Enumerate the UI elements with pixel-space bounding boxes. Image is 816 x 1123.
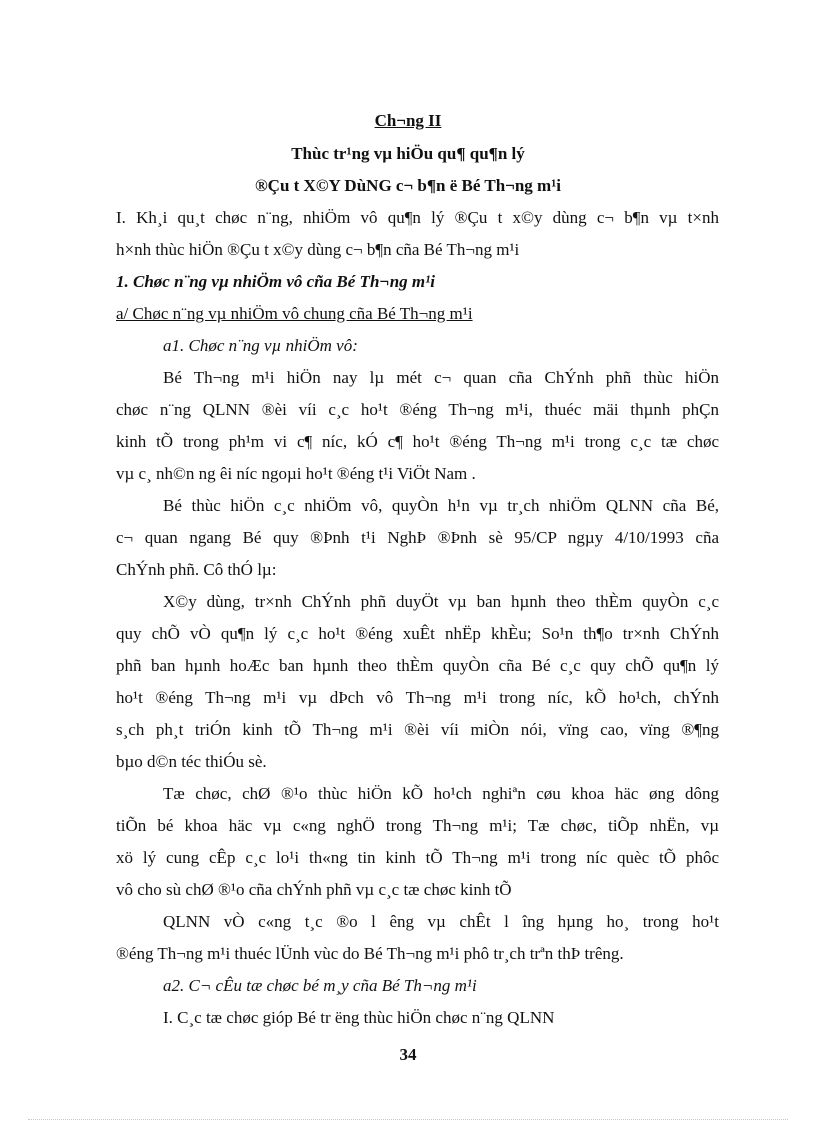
heading-1: 1. Chøc n¨ng vµ nhiÖm vô cña Bé Th¬ng m¹i — [116, 272, 435, 291]
list-item: I. C¸c tæ chøc gióp Bé tr ëng thùc hiÖn chøc n¨ng QLNN — [163, 1008, 555, 1027]
paragraph-line: vô cho sù chØ ®¹o cña chÝnh phñ vµ c¸c tæ chøc kinh tÕ — [116, 880, 512, 899]
paragraph-line: bµo d©n téc thiÓu sè. — [116, 752, 267, 771]
paragraph-line: QLNN vÒ c«ng t¸c ®o l êng vµ chÊt l îng hµng ho¸ trong ho¹t — [163, 912, 719, 931]
heading-a: a/ Chøc n¨ng vµ nhiÖm vô chung cña Bé Th¬ng m¹i — [116, 304, 473, 323]
paragraph-line: X©y dùng, tr×nh ChÝnh phñ duyÖt vµ ban hµnh theo thÈm quyÒn c¸c — [163, 592, 719, 611]
paragraph-line: ChÝnh phñ. Cô thÓ lµ: — [116, 560, 277, 579]
paragraph-line: xö lý cung cÊp c¸c lo¹i th«ng tin kinh tÕ Th¬ng m¹i trong níc quèc tÕ phôc — [116, 848, 719, 867]
heading-a2: a2. C¬ cÊu tæ chøc bé m¸y cña Bé Th¬ng m¹i — [163, 976, 477, 995]
chapter-heading: Ch¬ng II — [374, 111, 442, 130]
paragraph-line: Tæ chøc, chØ ®¹o thùc hiÖn kÕ ho¹ch nghiªn cøu khoa häc øng dông — [163, 784, 719, 803]
paragraph-line: s¸ch ph¸t triÓn kinh tÕ Th¬ng m¹i ®èi víi miÒn nói, vïng cao, vïng ®¶ng — [116, 720, 719, 739]
section-i-line: I. Kh¸i qu¸t chøc n¨ng, nhiÖm vô qu¶n lý ®Çu t x©y dùng c¬ b¶n vµ t×nh — [116, 208, 719, 227]
paragraph-line: ®éng Th¬ng m¹i thuéc lÜnh vùc do Bé Th¬ng m¹i phô tr¸ch trªn thÞ trêng. — [116, 944, 624, 963]
page-number: 34 — [399, 1045, 417, 1064]
paragraph-line: chøc n¨ng QLNN ®èi víi c¸c ho¹t ®éng Th¬ng m¹i, thuéc mäi thµnh phÇn — [116, 400, 719, 419]
section-i-line: h×nh thùc hiÖn ®Çu t x©y dùng c¬ b¶n cña Bé Th¬ng m¹i — [116, 240, 520, 259]
paragraph-line: phñ ban hµnh hoÆc ban hµnh theo thÈm quyÒn cña Bé c¸c quy chÕ qu¶n lý — [116, 656, 719, 675]
paragraph-line: ho¹t ®éng Th¬ng m¹i vµ dÞch vô Th¬ng m¹i trong níc, kÕ ho¹ch, chÝnh — [116, 688, 719, 707]
paragraph-line: c¬ quan ngang Bé quy ®Þnh t¹i NghÞ ®Þnh sè 95/CP ngµy 4/10/1993 cña — [116, 528, 719, 547]
chapter-title-line-2: ®Çu t X©Y DùNG c¬ b¶n ë Bé Th¬ng m¹i — [254, 176, 562, 195]
paragraph-line: quy chÕ vÒ qu¶n lý c¸c ho¹t ®éng xuÊt nhËp khÈu; So¹n th¶o tr×nh ChÝnh — [116, 624, 719, 643]
heading-a1: a1. Chøc n¨ng vµ nhiÖm vô: — [163, 336, 358, 355]
paragraph-line: Bé Th¬ng m¹i hiÖn nay lµ mét c¬ quan cña ChÝnh phñ thùc hiÖn — [163, 368, 719, 387]
chapter-title-line-1: Thùc tr¹ng vµ hiÖu qu¶ qu¶n lý — [291, 144, 525, 163]
paragraph-line: Bé thùc hiÖn c¸c nhiÖm vô, quyÒn h¹n vµ tr¸ch nhiÖm QLNN cña Bé, — [163, 496, 719, 515]
bottom-dotted-rule — [28, 1119, 788, 1120]
paragraph-line: vµ c¸ nh©n ng êi níc ngoµi ho¹t ®éng t¹i ViÖt Nam . — [116, 464, 476, 483]
paragraph-line: kinh tÕ trong ph¹m vi c¶ níc, kÓ c¶ ho¹t ®éng Th¬ng m¹i trong c¸c tæ chøc — [116, 432, 719, 451]
paragraph-line: tiÕn bé khoa häc vµ c«ng nghÖ trong Th¬ng m¹i; Tæ chøc, tiÕp nhËn, vµ — [116, 816, 719, 835]
